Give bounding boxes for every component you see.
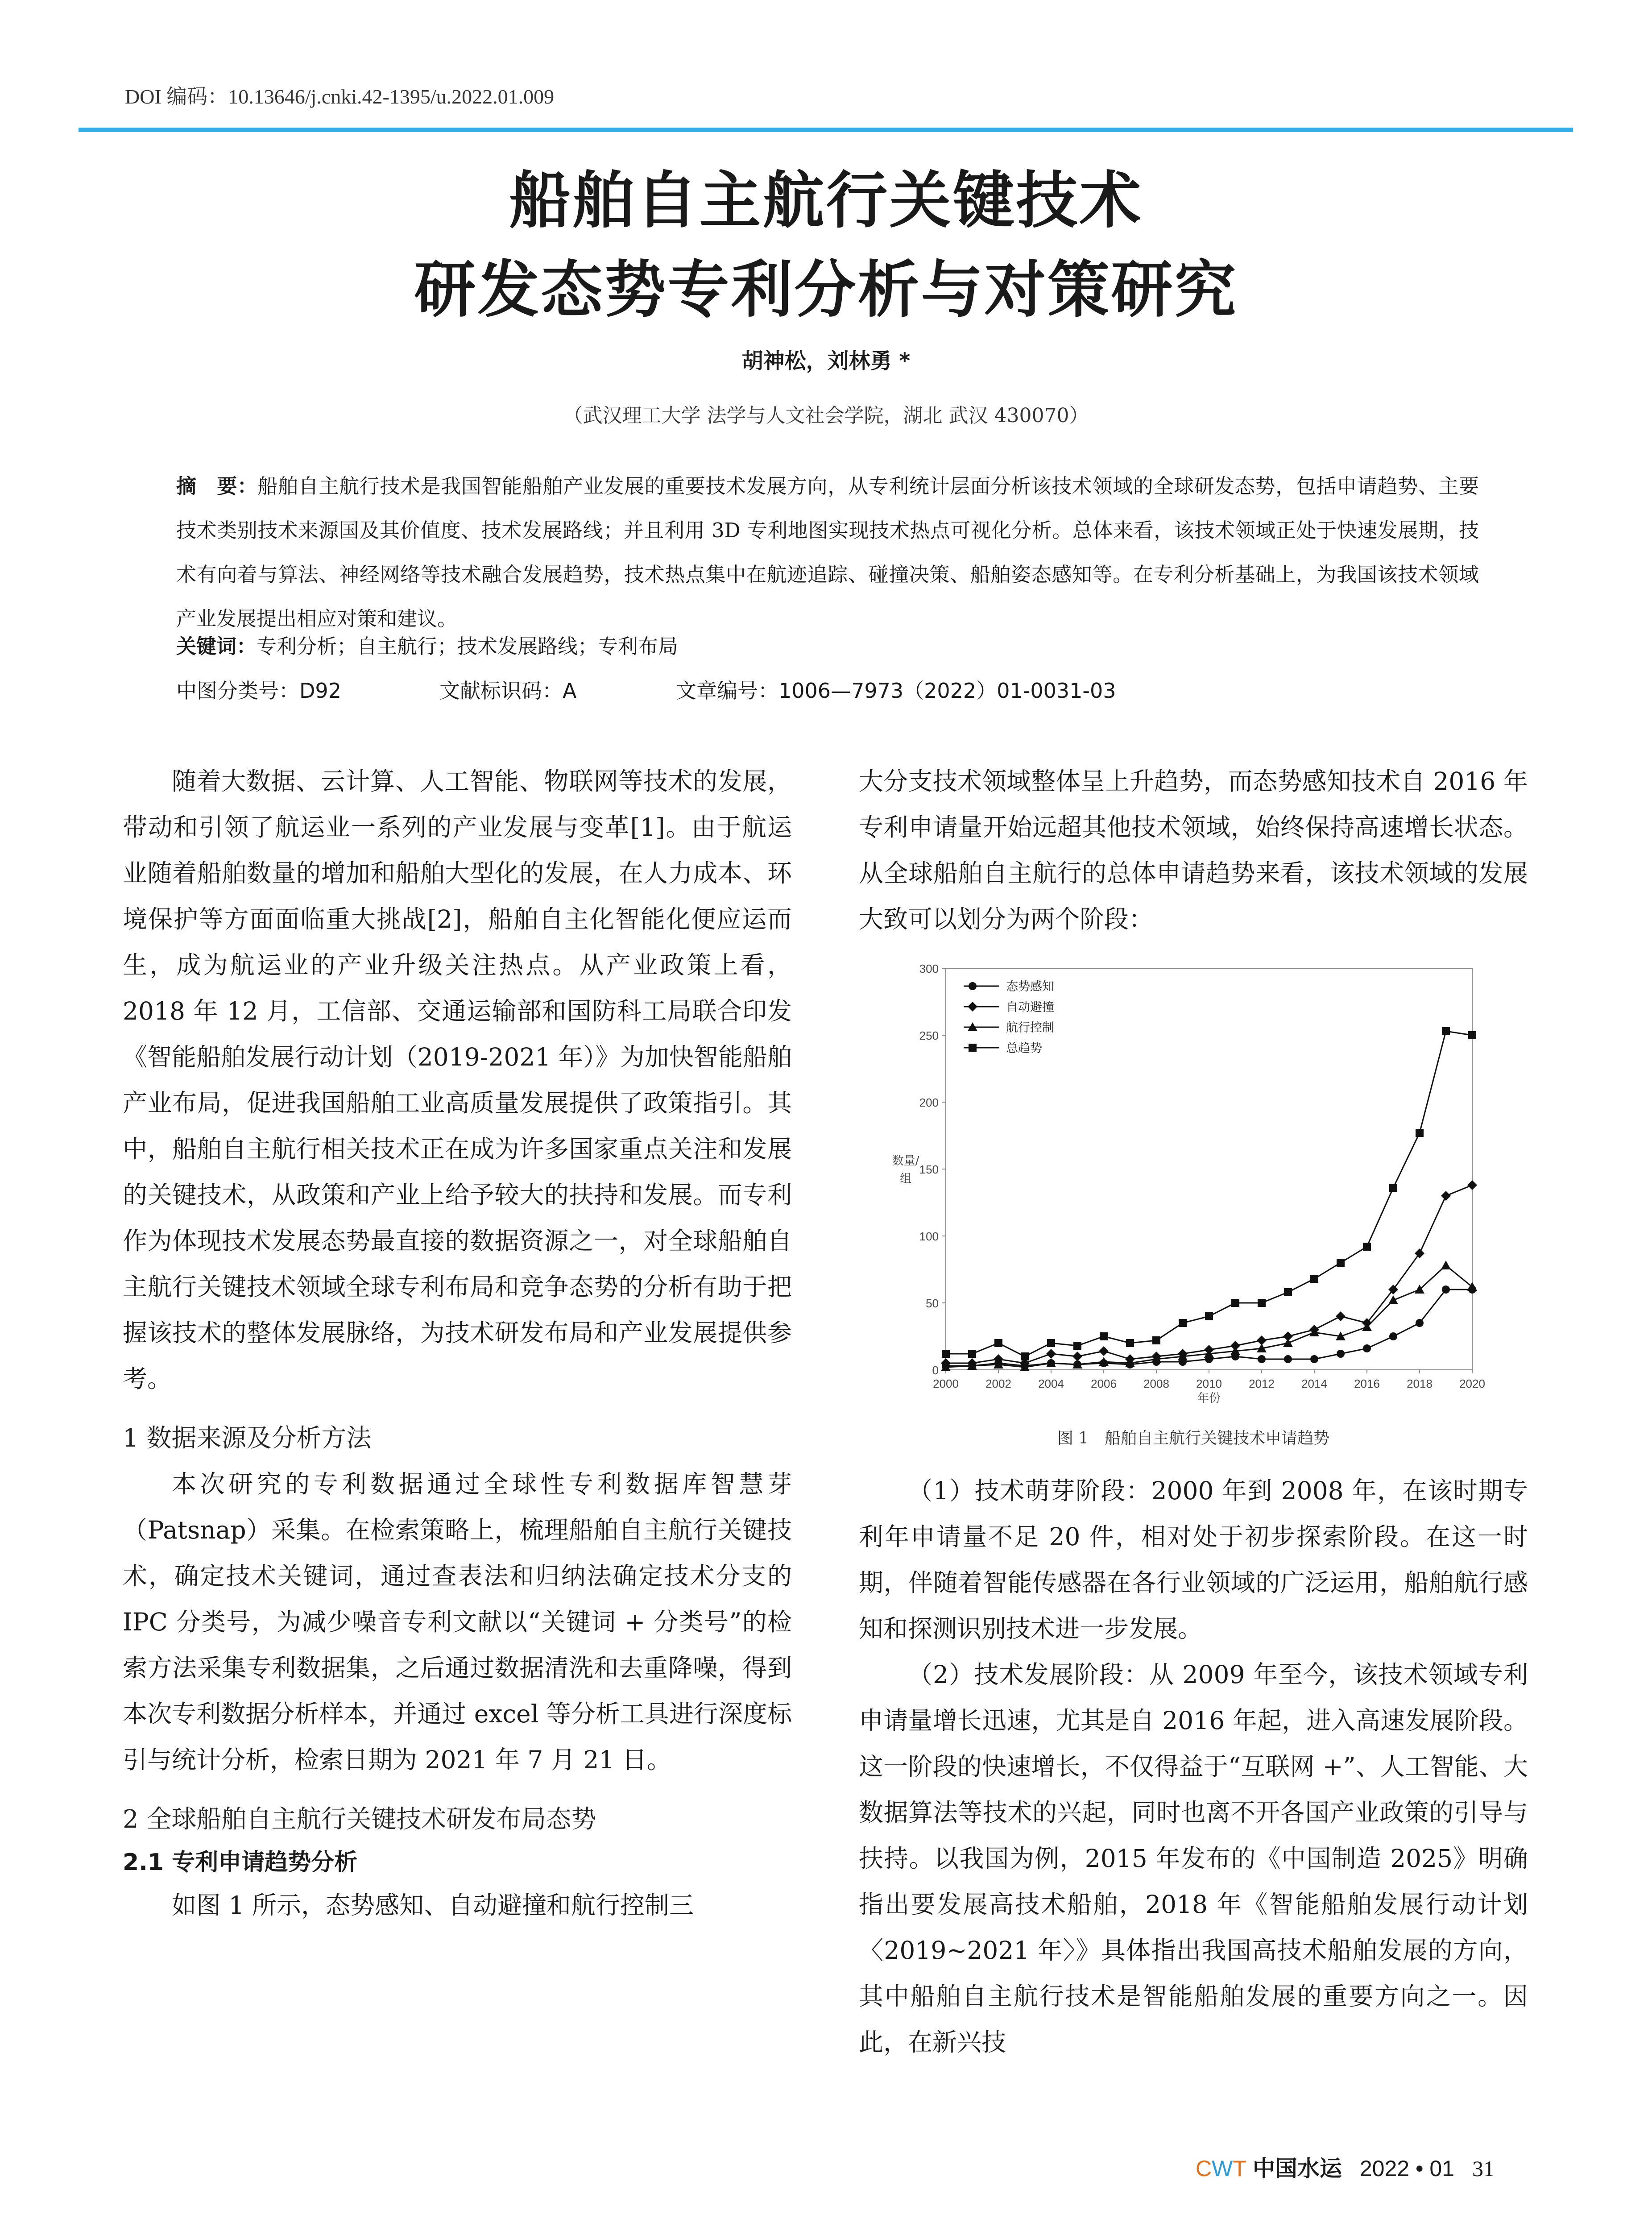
section-2-1-heading: 2.1 专利申请趋势分析	[123, 1849, 358, 1876]
series-4-point	[1179, 1319, 1187, 1327]
series-2-point	[1467, 1180, 1477, 1190]
x-tick-label: 2016	[1354, 1377, 1380, 1390]
series-1-point	[1310, 1355, 1318, 1363]
title-line-1: 船舶自主航行关键技术	[509, 165, 1143, 236]
legend-label-4: 总趋势	[1006, 1041, 1042, 1055]
right-column-top	[859, 759, 1528, 942]
page-number: 31	[1472, 2156, 1495, 2181]
article-number: 文章编号：1006—7973（2022）01-0031-03	[676, 679, 1116, 703]
legend-label-2: 自动避撞	[1006, 1000, 1054, 1014]
series-4-point	[1073, 1342, 1081, 1350]
section-2-1-paragraph: 如图 1 所示，态势感知、自动避撞和航行控制三	[172, 1891, 694, 1920]
doi-line: DOI 编码：10.13646/j.cnki.42-1395/u.2022.01.009	[125, 85, 555, 108]
cwt-logo	[1196, 2156, 1246, 2181]
issue-number: 2022 • 01	[1359, 2156, 1454, 2181]
series-3-point	[1283, 1338, 1293, 1347]
y-tick-label: 50	[926, 1297, 939, 1310]
x-tick-label: 2002	[985, 1377, 1011, 1390]
authors: 胡神松，刘林勇 *	[741, 348, 911, 373]
y-axis-label-unit: 组	[899, 1172, 912, 1186]
series-1-point	[1258, 1355, 1266, 1363]
x-tick-label: 2020	[1459, 1377, 1485, 1390]
series-1-point	[1363, 1344, 1371, 1352]
legend-marker-1	[969, 982, 977, 990]
x-tick-label: 2018	[1407, 1377, 1433, 1390]
page-footer	[1196, 2151, 1495, 2183]
series-4-point	[1205, 1312, 1213, 1320]
y-tick-label: 0	[932, 1364, 939, 1377]
article-title	[0, 156, 1652, 335]
series-2-point	[1415, 1248, 1424, 1258]
trend-chart	[892, 955, 1485, 1419]
x-tick-label: 2004	[1038, 1377, 1064, 1390]
series-4-point	[1337, 1259, 1345, 1267]
continued-paragraph: 大分支技术领域整体呈上升趋势，而态势感知技术自 2016 年专利申请量开始远超其他技术领域，始终保持高速增长状态。从全球船舶自主航行的总体申请趋势来看，该技术领域的发展大致可以划分为两个阶段：	[859, 767, 1528, 933]
series-2-point	[1441, 1191, 1451, 1201]
legend-marker-2	[968, 1002, 977, 1012]
clc-number: 中图分类号：D92	[176, 679, 341, 703]
stage-1-paragraph: （1）技术萌芽阶段：2000 年到 2008 年，在该时期专利年申请量不足 20 件，相对处于初步探索阶段。在这一时期，伴随着智能传感器在各行业领域的广泛运用，船舶航行感知和探测识别技术进一步发展。	[859, 1476, 1528, 1643]
abstract-label: 摘 要：	[176, 474, 258, 498]
series-4-point	[1021, 1352, 1029, 1360]
x-tick-label: 2012	[1249, 1377, 1275, 1390]
legend-label-3: 航行控制	[1006, 1021, 1054, 1035]
series-4-point	[1284, 1288, 1292, 1296]
legend-marker-4	[969, 1044, 977, 1052]
figure-caption: 图 1 船舶自主航行关键技术申请趋势	[1057, 1429, 1330, 1447]
series-4-point	[1416, 1129, 1424, 1137]
series-4-point	[1363, 1243, 1371, 1251]
title-line-2: 研发态势专利分析与对策研究	[414, 254, 1238, 326]
series-4-point	[1310, 1275, 1318, 1283]
cwt-letter-c: C	[1196, 2156, 1212, 2181]
series-2-point	[1336, 1311, 1346, 1321]
cwt-letter-t: T	[1233, 2156, 1246, 2181]
right-column-bottom	[859, 1468, 1528, 2065]
series-4-point	[1231, 1299, 1239, 1307]
keywords-text: 专利分析；自主航行；技术发展路线；专利布局	[257, 634, 679, 658]
series-4-point	[994, 1339, 1002, 1347]
series-4-point	[942, 1350, 950, 1358]
x-tick-label: 2014	[1301, 1377, 1327, 1390]
x-tick-label: 2008	[1143, 1377, 1169, 1390]
y-tick-label: 150	[919, 1163, 939, 1176]
series-1-point	[1442, 1286, 1450, 1294]
y-tick-label: 200	[919, 1096, 939, 1109]
legend-label-1: 态势感知	[1006, 980, 1054, 994]
series-4-point	[1047, 1339, 1055, 1347]
x-tick-label: 2006	[1091, 1377, 1117, 1390]
series-1-point	[1284, 1355, 1292, 1363]
intro-paragraph: 随着大数据、云计算、人工智能、物联网等技术的发展，带动和引领了航运业一系列的产业发展与变革[1]。由于航运业随着船舶数量的增加和船舶大型化的发展，在人力成本、环境保护等方面面临重大挑战[2]，船舶自主化智能化便应运而生，成为航运业的产业升级关注热点。从产业政策上看，2018 年 12 月，工信部、交通运输部和国防科工局联合印发《智能船舶发展行动计划（2019-2021 年）》为加快智能船舶产业布局，促进我国船舶工业高质量发展提供了政策指引。其中，船舶自主航行相关技术正在成为许多国家重点关注和发展的关键技术，从政策和产业上给予较大的扶持和发展。而专利作为体现技术发展态势最直接的数据资源之一，对全球船舶自主航行关键技术领域全球专利布局和竞争态势的分析有助于把握该技术的整体发展脉络，为技术研发布局和产业发展提供参考。	[123, 767, 792, 1393]
series-1-point	[1389, 1332, 1397, 1340]
keywords	[176, 630, 1479, 659]
x-tick-label: 2010	[1196, 1377, 1222, 1390]
series-1-point	[1337, 1350, 1345, 1358]
section-2-heading: 2 全球船舶自主航行关键技术研发布局态势	[123, 1805, 596, 1834]
abstract-text: 船舶自主航行技术是我国智能船舶产业发展的重要技术发展方向，从专利统计层面分析该技术领域的全球研发态势，包括申请趋势、主要技术类别技术来源国及其价值度、技术发展路线；并且利用 3D 专利地图实现技术热点可视化分析。总体来看，该技术领域正处于快速发展期，技术有向着与算法、神经网络等技术融合发展趋势，技术热点集中在航迹追踪、碰撞决策、船舶姿态感知等。在专利分析基础上，为我国该技术领域产业发展提出相应对策和建议。	[176, 474, 1479, 630]
y-tick-label: 250	[919, 1029, 939, 1042]
series-1-point	[1416, 1319, 1424, 1327]
affiliation: （武汉理工大学 法学与人文社会学院，湖北 武汉 430070）	[563, 404, 1089, 427]
series-4-point	[1126, 1339, 1134, 1347]
x-axis-label: 年份	[1197, 1392, 1221, 1405]
series-4-point	[1389, 1184, 1397, 1192]
x-tick-label: 2000	[933, 1377, 959, 1390]
series-4-point	[1442, 1027, 1450, 1035]
y-tick-label: 100	[919, 1230, 939, 1243]
trend-chart-svg	[892, 955, 1485, 1419]
abstract	[176, 464, 1479, 641]
series-2-point	[1099, 1346, 1109, 1356]
series-3-point	[1441, 1261, 1451, 1269]
journal-name: 中国水运	[1252, 2156, 1342, 2181]
series-4-point	[1258, 1299, 1266, 1307]
stage-2-paragraph: （2）技术发展阶段：从 2009 年至今，该技术领域专利申请量增长迅速，尤其是自 2016 年起，进入高速发展阶段。这一阶段的快速增长，不仅得益于“互联网 +”、人工智能、大数据算法等技术的兴起，同时也离不开各国产业政策的引导与扶持。以我国为例，2015 年发布的《中国制造 2025》明确指出要发展高技术船舶，2018 年《智能船舶发展行动计划〈2019~2021 年〉》具体指出我国高技术船舶发展的方向，其中船舶自主航行技术是智能船舶发展的重要方向之一。因此，在新兴技	[859, 1660, 1528, 2057]
y-axis-label: 数量/	[892, 1154, 919, 1168]
section-1-paragraph: 本次研究的专利数据通过全球性专利数据库智慧芽（Patsnap）采集。在检索策略上，梳理船舶自主航行关键技术，确定技术关键词，通过查表法和归纳法确定技术分支的 IPC 分类号，为减少噪音专利文献以“关键词 + 分类号”的检索方法采集专利数据集，之后通过数据清洗和去重降噪，得到本次专利数据分析样本，并通过 excel 等分析工具进行深度标引与统计分析，检索日期为 2021 年 7 月 21 日。	[123, 1470, 792, 1774]
y-tick-label: 300	[919, 962, 939, 975]
header-rule	[79, 128, 1573, 132]
left-column	[123, 759, 792, 1928]
classification-row	[176, 675, 1479, 704]
series-4-point	[1468, 1031, 1476, 1039]
series-4-point	[1152, 1336, 1160, 1344]
cwt-letter-w: W	[1212, 2156, 1233, 2181]
series-2-point	[1046, 1349, 1056, 1359]
series-4-point	[1100, 1332, 1108, 1340]
section-1-heading: 1 数据来源及分析方法	[123, 1424, 372, 1453]
document-code: 文献标识码：A	[439, 679, 577, 703]
series-line-4	[946, 1031, 1472, 1356]
keywords-label: 关键词：	[176, 634, 257, 658]
series-3-point	[1388, 1295, 1398, 1304]
series-4-point	[968, 1350, 976, 1358]
